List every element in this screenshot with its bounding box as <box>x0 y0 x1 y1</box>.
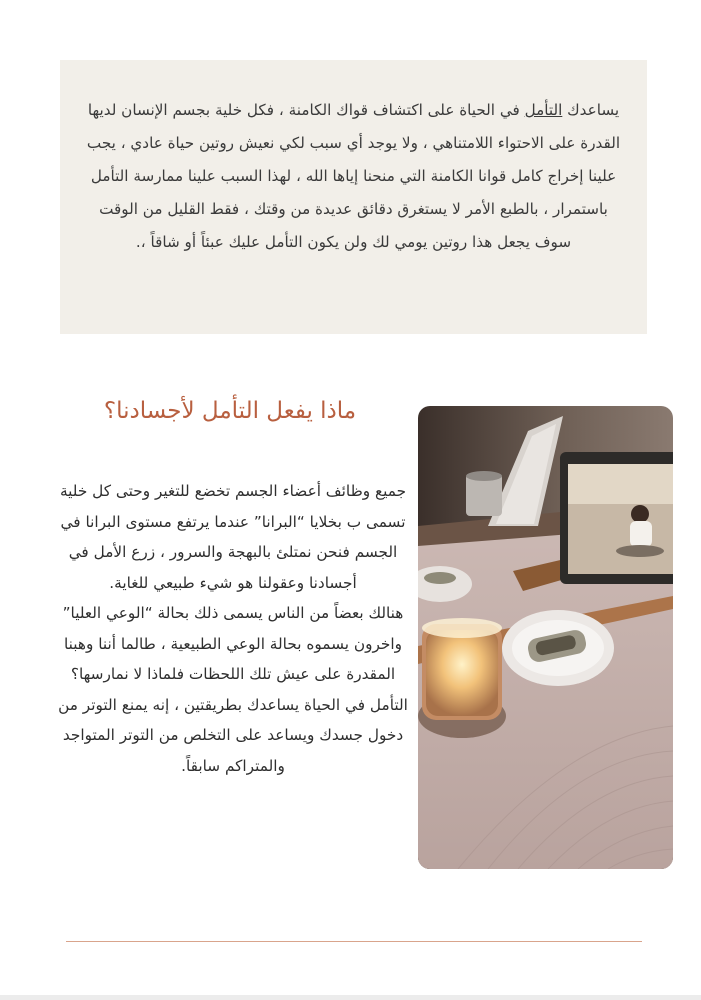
footer-divider <box>66 941 642 942</box>
section-body <box>56 476 410 781</box>
intro-box <box>60 60 647 334</box>
meditation-photo <box>418 406 673 869</box>
section-paragraph-2: هنالك بعضاً من الناس يسمى ذلك بحالة “الوعي العليا” واخرون يسموه بحالة الوعي الطبيعية ، طالما أننا وهبنا المقدرة على عيش تلك اللحظات فلماذا لا نمارسها؟ <box>62 604 404 683</box>
intro-lead: يساعدك <box>567 101 620 119</box>
bottom-strip <box>0 995 701 1000</box>
section-paragraph-3: التأمل في الحياة يساعدك بطريقتين ، إنه يمنع التوتر من دخول جسدك ويساعد على التخلص من التوتر المتواجد والمتراكم سابقاً. <box>58 695 408 775</box>
section-title: ماذا يفعل التأمل لأجسادنا؟ <box>103 398 357 424</box>
intro-underlined-word: التأمل <box>524 101 563 119</box>
intro-paragraph <box>84 94 623 259</box>
section-paragraph-1: جميع وظائف أعضاء الجسم تخضع للتغير وحتى كل خلية تسمى ب بخلايا “البرانا” عندما يرتفع مستوى البرانا في الجسم فنحن نمتلئ بالبهجة والسرور ، زرع الأمل في أجسادنا وعقولنا هو شيء طبيعي للغاية. <box>59 482 407 592</box>
intro-rest: في الحياة على اكتشاف قواك الكامنة ، فكل خلية بجسم الإنسان لديها القدرة على الاحتواء اللامتناهي ، ولا يوجد أي سبب لكي نعيش روتين حياة عادي ، يجب علينا إخراج كامل قوانا الكامنة التي منحنا إياها الله ، لهذا السبب علينا ممارسة التأمل باستمرار ، بالطبع الأمر لا يستغرق دقائق عديدة من وقتك ، فقط القليل من الوقت سوف يجعل هذا روتين يومي لك ولن يكون التأمل عليك عبئاً أو شاقاً ،. <box>86 101 621 251</box>
